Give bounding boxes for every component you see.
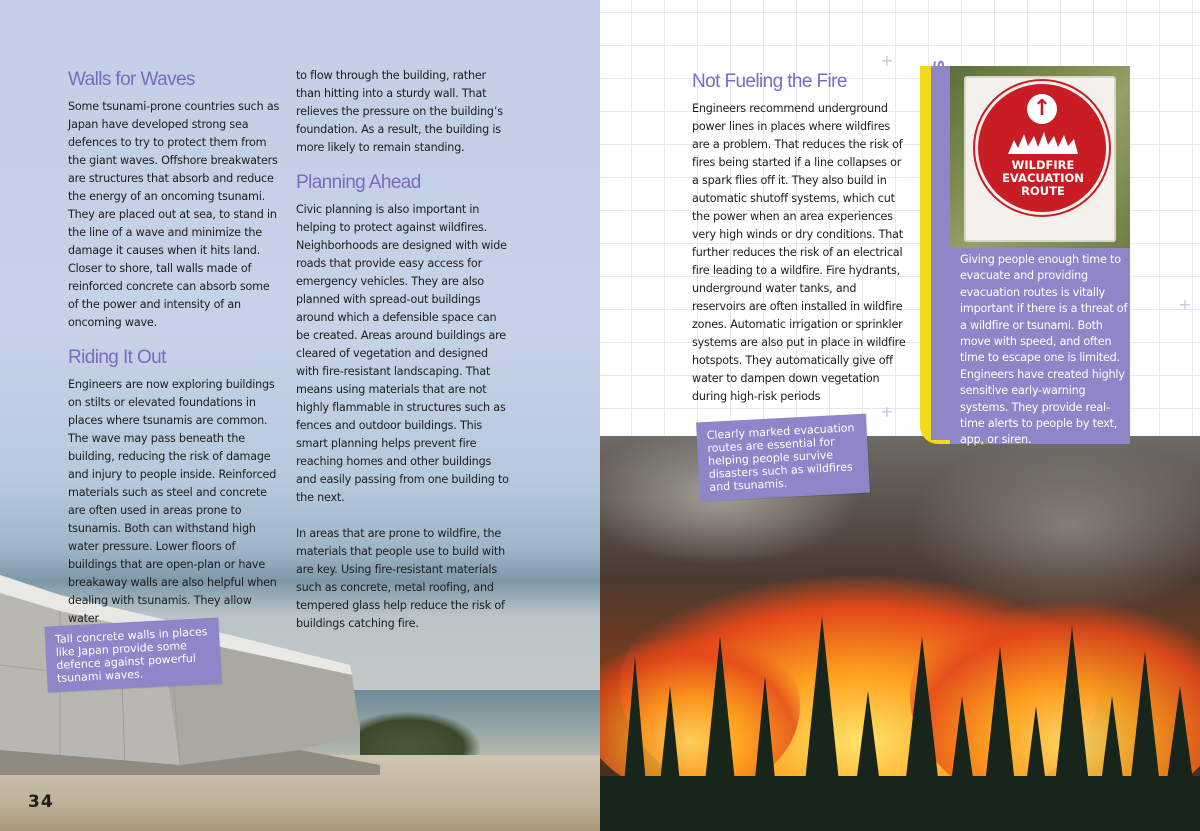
page-number: 34 [28, 792, 54, 812]
riding-it-out-heading: Riding It Out [68, 347, 166, 368]
continuation-paragraph: to flow through the building, rather than hitting into a sturdy wall. That relieves the pressure on the building’s foundation. As a result, the building is more likely to remain standing. [296, 69, 503, 154]
left-column-2 [296, 67, 510, 651]
grid-cross-decoration: + [880, 402, 894, 421]
grid-cross-decoration: + [880, 51, 894, 70]
sign-red-circle [975, 81, 1109, 215]
sign-line-1: WILDFIRE [1011, 158, 1075, 172]
left-column-1 [68, 68, 282, 646]
planning-ahead-paragraph-1: Civic planning is also important in helping to protect against wildfires. Neighborhoods are designed with wide roads that provide easy access for emergency vehicles. They are also planned with spread-out buildings around which a defensible space can be created. Areas around buildings are cleared of vegetation and designed with fire-resistant landscaping. That means using materials that are not highly flammable in structures such as fences and outdoor buildings. This smart planning helps prevent fire reaching homes and other buildings and easily passing from one building to the next. [296, 203, 509, 504]
sidebar-paragraph: Giving people enough time to evacuate and providing evacuation routes is vitally important if there is a threat of a wildfire or tsunami. Both move with speed, and often time to escape one is limited. Engineers have created highly sensitive early-warning systems. They provide real-time alerts to people by text, app, or siren. [960, 253, 1128, 447]
engineering-solutions-label: ENGINEERING SOLUTIONS [932, 58, 948, 300]
flame-icon [1008, 130, 1078, 154]
walls-for-waves-paragraph: Some tsunami-prone countries such as Japan have developed strong sea defences to try to protect them from the giant waves. Offshore breakwaters are structures that absorb and reduce the energy of an oncoming tsunami. They are placed out at sea, to stand in the line of a wave and minimize the damage it causes when it hits land. Closer to shore, tall walls made of reinforced concrete can absorb some of the power and intensity of an oncoming wave. [68, 100, 280, 329]
evacuation-sign-photo [950, 66, 1130, 248]
right-page [600, 0, 1200, 831]
not-fueling-the-fire-paragraph: Engineers recommend underground power lines in places where wildfires are a problem. That reduces the risk of fires being started if a line collapses or a spark flies off it. They also build in automatic shutoff systems, which cut the power when an area experiences very high winds or dry conditions. That further reduces the risk of an electrical fire leading to a wildfire. Fire hydrants, underground water tanks, and reservoirs are often installed in wildfire zones. Automatic irrigation or sprinkler systems are also put in place in wildfire hotspots. They automatically give off water to dampen down vegetation during high-risk periods [692, 102, 906, 403]
evacuation-photo-caption: Clearly marked evacuation routes are essential for helping people survive disasters such as wildfires and tsunamis. [696, 414, 870, 502]
forest-fire-photo [600, 436, 1200, 831]
walls-for-waves-heading: Walls for Waves [68, 69, 195, 90]
grid-cross-decoration: + [1178, 295, 1192, 314]
sign-line-3: ROUTE [1021, 184, 1065, 198]
arrow-up-icon: ↑ [1027, 94, 1057, 124]
seawall-photo-caption: Tall concrete walls in places like Japan provide some defence against powerful tsunami waves. [44, 617, 221, 692]
planning-ahead-paragraph-2: In areas that are prone to wildfire, the materials that people use to build with are key. Using fire-resistant materials such as concrete, metal roofing, and tempered glass help reduce the risk of buildings catching fire. [296, 527, 505, 630]
sign-board [964, 76, 1116, 242]
not-fueling-the-fire-heading: Not Fueling the Fire [692, 71, 847, 92]
riding-it-out-paragraph: Engineers are now exploring buildings on stilts or elevated foundations in places where tsunamis are common. The wave may pass beneath the building, reducing the risk of damage and injury to people inside. Reinforced materials such as steel and concrete are often used in areas prone to tsunamis. Both can withstand high water pressure. Lower floors of buildings that are open-plan or have breakaway walls are also helpful when dealing with tsunamis. They allow water [68, 378, 277, 625]
right-column-1 [692, 70, 908, 424]
sign-line-2: EVACUATION [1002, 171, 1084, 185]
sign-text [984, 159, 1102, 198]
planning-ahead-heading: Planning Ahead [296, 172, 421, 193]
